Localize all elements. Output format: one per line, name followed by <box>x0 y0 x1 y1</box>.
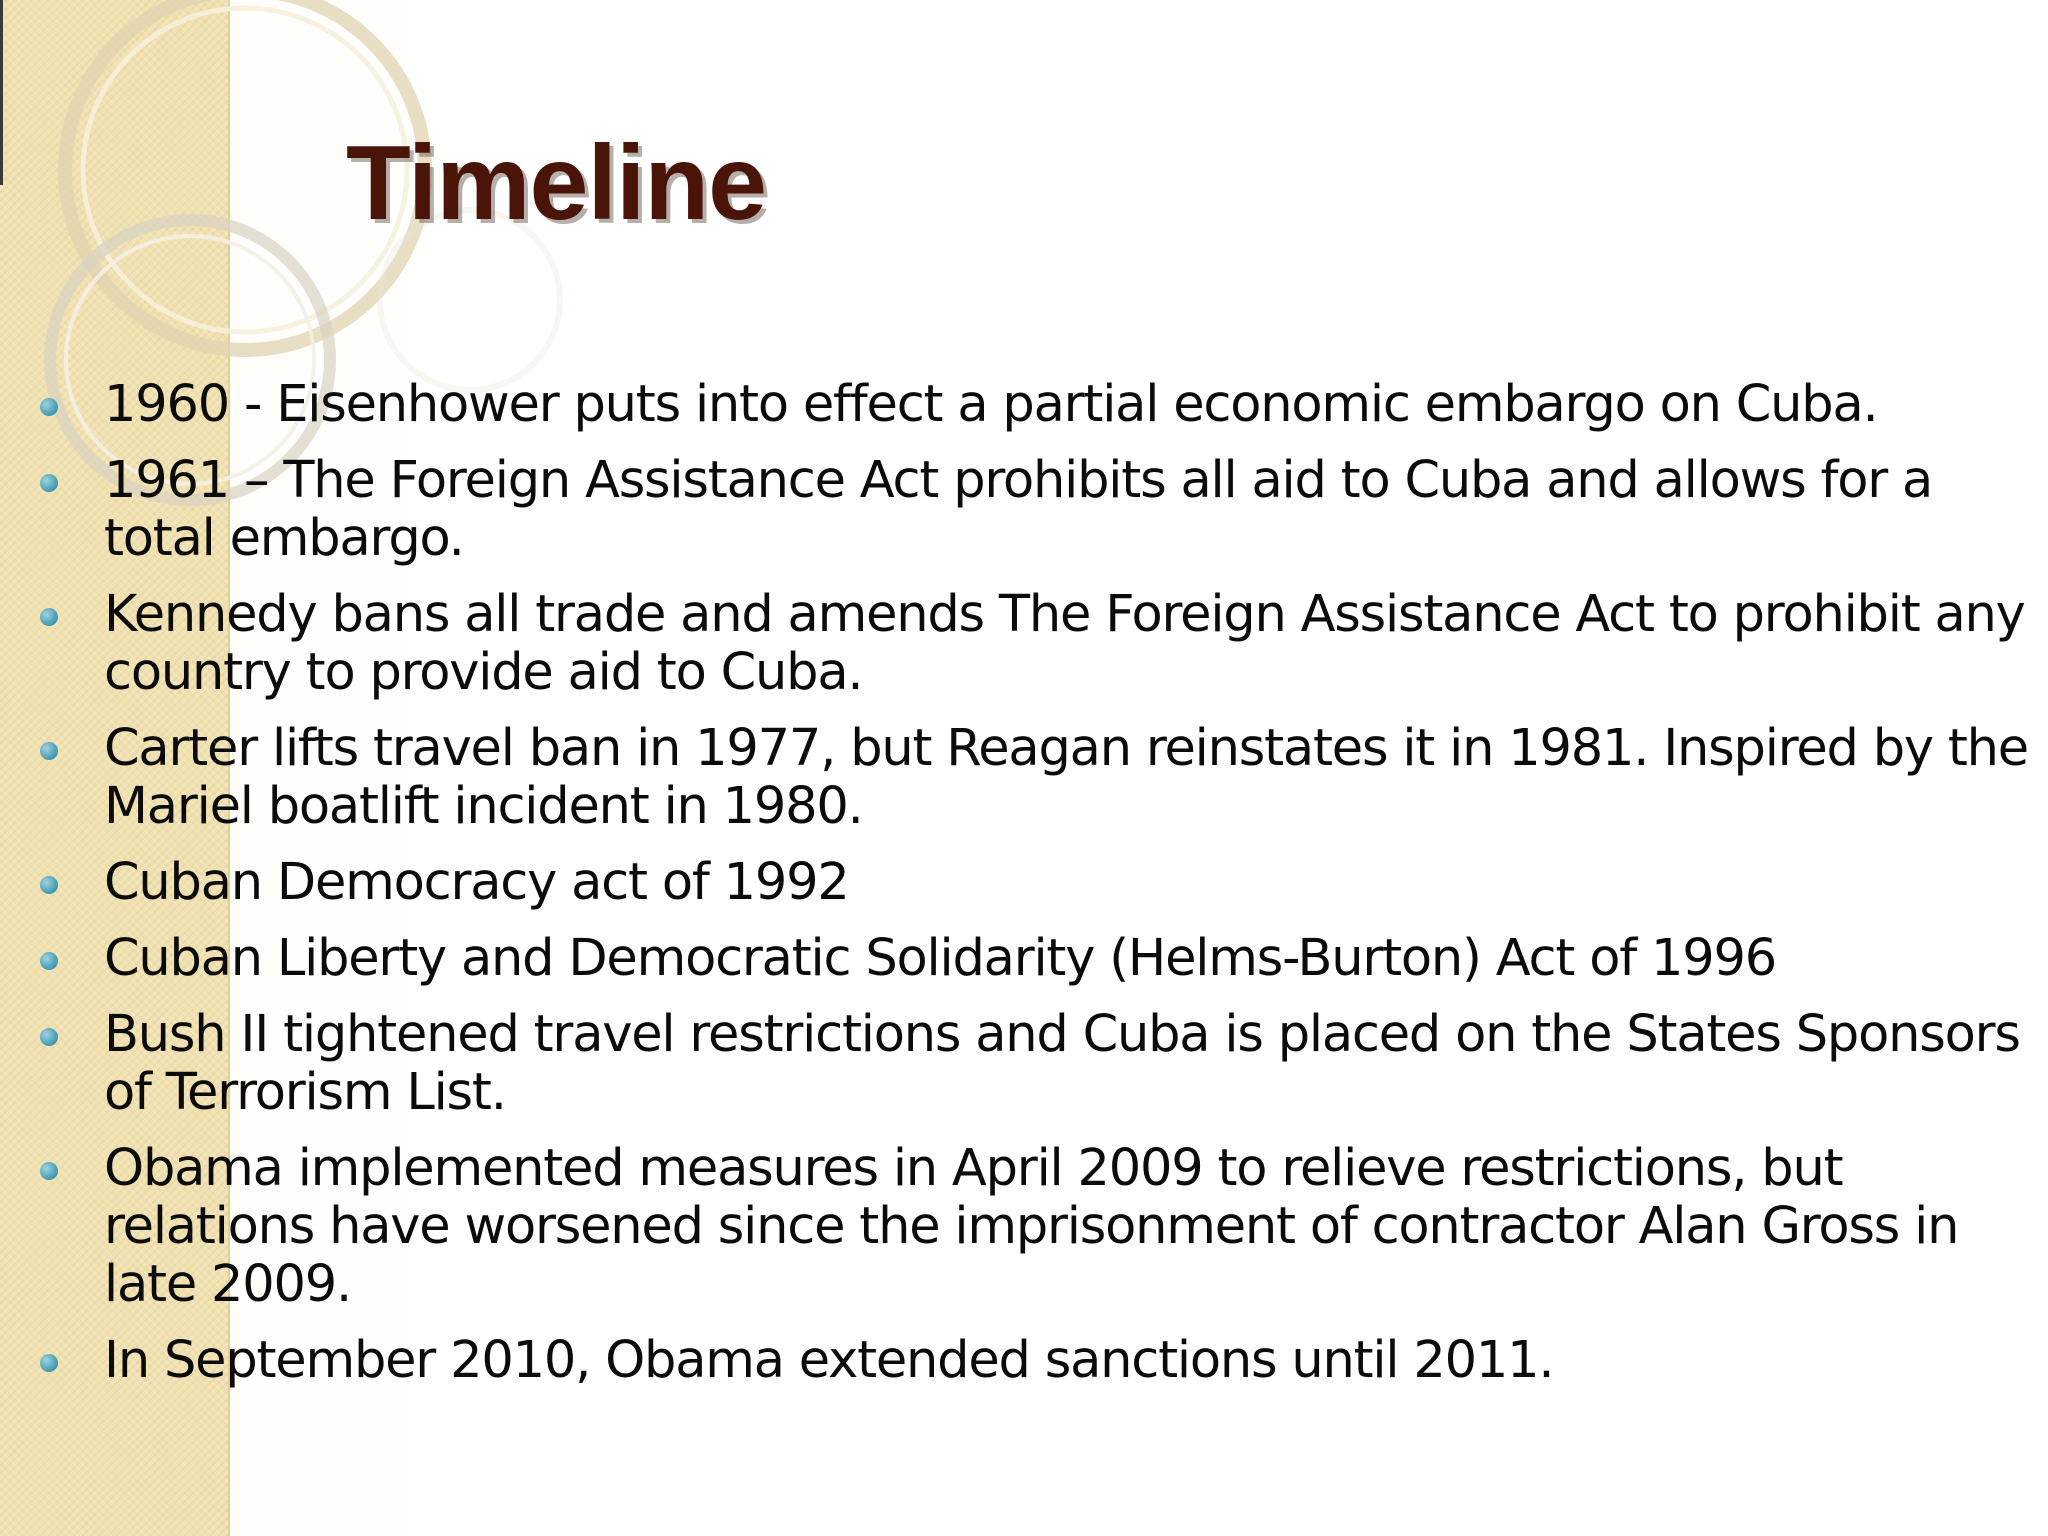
bullet-dot-icon <box>40 608 58 626</box>
list-item <box>30 376 2030 434</box>
list-item-text: Cuban Democracy act of 1992 <box>104 853 849 912</box>
list-item <box>30 586 2030 702</box>
list-item-text: 1960 - Eisenhower puts into effect a partial economic embargo on Cuba. <box>104 375 1878 434</box>
list-item-text: 1961 – The Foreign Assistance Act prohibits all aid to Cuba and allows for a total embargo. <box>104 451 1933 568</box>
list-item <box>30 854 2030 912</box>
list-item <box>30 930 2030 988</box>
list-item-text: Obama implemented measures in April 2009 to relieve restrictions, but relations have worsened since the imprisonment of contractor Alan Gross in late 2009. <box>104 1139 1959 1314</box>
list-item <box>30 720 2030 836</box>
bullet-dot-icon <box>40 474 58 492</box>
bullet-dot-icon <box>40 1028 58 1046</box>
bullet-dot-icon <box>40 398 58 416</box>
list-item <box>30 1332 2030 1390</box>
list-item <box>30 1140 2030 1314</box>
bullet-list <box>30 376 2030 1408</box>
list-item-text: Carter lifts travel ban in 1977, but Reagan reinstates it in 1981. Inspired by the Mariel boatlift incident in 1980. <box>104 719 2028 836</box>
list-item <box>30 1006 2030 1122</box>
bullet-dot-icon <box>40 1162 58 1180</box>
bullet-dot-icon <box>40 876 58 894</box>
list-item-text: Cuban Liberty and Democratic Solidarity (Helms-Burton) Act of 1996 <box>104 929 1776 988</box>
list-item-text: In September 2010, Obama extended sanctions until 2011. <box>104 1331 1554 1390</box>
slide-title: Timeline <box>346 124 767 242</box>
bullet-dot-icon <box>40 742 58 760</box>
bullet-dot-icon <box>40 952 58 970</box>
bullet-dot-icon <box>40 1354 58 1372</box>
list-item-text: Bush II tightened travel restrictions and Cuba is placed on the States Sponsors of Terrorism List. <box>104 1005 2020 1122</box>
list-item-text: Kennedy bans all trade and amends The Foreign Assistance Act to prohibit any country to provide aid to Cuba. <box>104 585 2025 702</box>
list-item <box>30 452 2030 568</box>
